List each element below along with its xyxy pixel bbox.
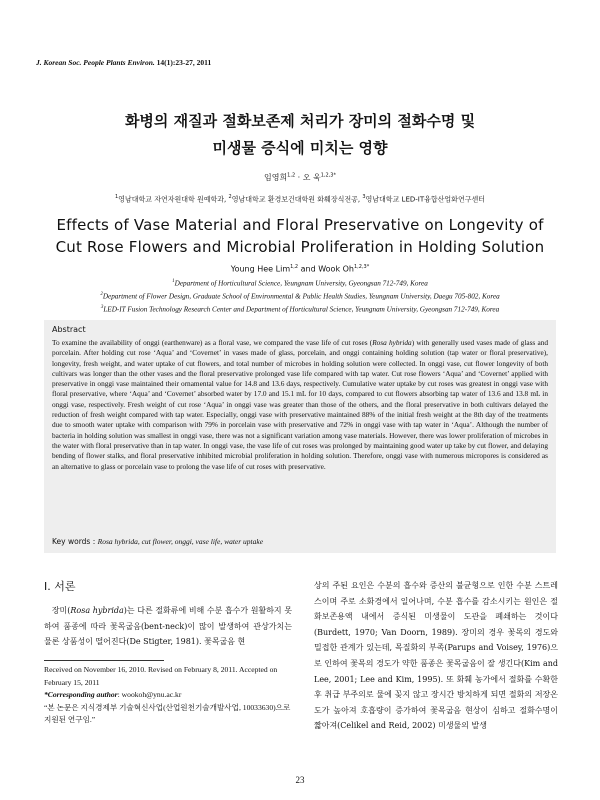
footnote-corresponding: [44, 689, 294, 702]
abstract-species: Rosa hybrida: [372, 338, 412, 347]
kr-affil-sup-3: 3: [362, 194, 366, 200]
en-affil-text-3: LED-IT Fusion Technology Research Center and Department of Horticultural Science, Yeungnam University, Gyeongsan 712-749, Korea: [103, 305, 500, 314]
english-author-and: and: [298, 264, 319, 274]
footnote-funding: “본 논문은 지식경제부 기술혁신사업(산업원천기술개발사업, 10033630)으로 지원된 연구임.”: [44, 702, 291, 725]
en-affil-sup-2: 2: [100, 292, 103, 297]
english-affiliation-3: [0, 305, 600, 313]
english-author-1-sup: 1,2: [290, 264, 299, 270]
korean-title-line-1: 화병의 재질과 절화보존제 처리가 장미의 절화수명 및: [124, 112, 476, 130]
kr-affil-sup-2: 2: [228, 194, 232, 200]
korean-author-separator: ·: [295, 173, 303, 182]
right-column-text: 상의 주된 요인은 수분의 흡수와 증산의 불균형으로 인한 수분 스트레스이며 주로 소화경에서 일어나며, 수분 흡수를 감소시키는 원인은 절화보존용액 내에서 증식된 미생물이 도관을 폐쇄하는 것이다(Burdett, 1970; Van Doorn, 1989). 장미의 경우 꽃목의 경도와 밀접한 관계가 있는데, 목질화의 부족(Parups and Voisey, 1976)으로 인하여 꽃목의 경도가 약한 품종은 꽃목굽음이 잘 생긴다(Kim and Lee, 2001; Lee and Kim, 1995). 또 화훼 농가에서 절화를 수확한 후 취급 부주의로 물에 꽂지 않고 장시간 방치하게 되면 절화의 저장온도가 높아져 호흡량이 증가하여 꽃목굽음 현상이 심하고 절화수명이 짧아져(Celikel and Reid, 2002) 미생물의 발생: [314, 581, 558, 731]
en-affil-sup-1: 1: [172, 279, 175, 284]
left-column-text: [44, 603, 292, 650]
section-heading-introduction: Ⅰ. 서론: [44, 580, 76, 593]
korean-affiliations: [0, 194, 600, 204]
kr-affil-3: 영남대학교 LED-IT융합산업화연구센터: [365, 195, 485, 204]
english-author-2: Wook Oh: [318, 264, 354, 274]
left-species: Rosa hybrida: [70, 606, 124, 615]
corresponding-label: *Corresponding author: [44, 690, 118, 700]
abstract-body: [52, 338, 548, 472]
corresponding-email: : wookoh@ynu.ac.kr: [117, 690, 182, 700]
english-affiliation-1: [0, 279, 600, 287]
footnote-divider: [44, 660, 164, 661]
english-author-1: Young Hee Lim: [230, 264, 291, 274]
korean-authors: [0, 172, 600, 183]
english-authors: [0, 264, 600, 274]
kr-affil-1: 영남대학교 자연자원대학 원예학과,: [118, 195, 229, 204]
footnotes: [44, 664, 294, 727]
abstract-text-2: ) with generally used vases made of glass and porcelain. After holding cut rose ‘Aqua’ and ‘Covernet’ in vases made of glass, porcelain, and onggi containing holding solution (tap water or floral preservative), longevity, fresh weight, and water uptake of cut flowers, and total number of microbes in holding solution were collected. In onggi vase, cut flower longevity of both cultivars was longer than the other vases and the floral preservative prolonged vase life compared with tap water. Cut rose flowers ‘Aqua’ and ‘Covernet’ applied with preservative in onggi vase maintained their ornamental value for 14.8 and 13.6 days, respectively. Cumulative water uptake by cut roses was greatest in onggi vase with floral preservative, where ‘Aqua’ and ‘Covernet’ absorbed water by 17.0 and 15.1 mL for 10 days, compared to cut flowers absorbing tap water of 13.6 and 13.8 mL in onggi vase, respectively. Fresh weight of cut rose ‘Aqua’ in onggi vase was greater than those of the others, and the floral preservative in both cultivars delayed the reduction of fresh weight compared with tap water. Especially, onggi vase with preservative maintained 88% of the initial fresh weight at the 8th day of the treatments due to smooth water uptake with comparison with 79% in porcelain vase with preservative and 72% in onggi vase with tap water in ‘Aqua’. Although the number of bacteria in holding solution was smallest in onggi vase, there was not a significant variation among vase materials. However, there was lower proliferation of microbes in the water with floral preservative than in tap water. In onggi vase, the vase life of cut roses was prolonged by maintaining good water up take by cut flower, and delaying bending of flower stalks, and floral preservative inhibited microbial proliferation in holding solution. Therefore, onggi vase with numerous micropores is considered as an alternative to glass or porcelain vase to prolong the vase life of cut roses with preservative.: [52, 338, 548, 471]
keywords-values: Rosa hybrida, cut flower, onggi, vase life, water uptake: [97, 537, 264, 546]
abstract-heading: Abstract: [52, 325, 86, 334]
keywords-label: Key words :: [52, 537, 98, 546]
english-title-line-1: Effects of Vase Material and Floral Preservative on Longevity of: [56, 216, 544, 234]
english-affiliation-2: [0, 292, 600, 300]
english-title-line-2: Cut Rose Flowers and Microbial Proliferation in Holding Solution: [55, 238, 545, 256]
abstract-box: [44, 320, 556, 553]
korean-author-2: 오 욱: [302, 173, 321, 182]
en-affil-text-2: Department of Flower Design, Graduate School of Environmental & Public Health Studies, Yeungnam University, Daegu 705-802, Korea: [102, 292, 500, 301]
korean-author-2-sup: 1,2,3*: [320, 172, 336, 179]
left-text-2: )는 다른 절화류에 비해 수분 흡수가 원활하지 못하여 품종에 따라 꽃목굽음(bent-neck)이 많이 발생하여 관상가치는 물론 상품성이 떨어진다(De Stigter, 1981). 꽃목굽음 현: [44, 606, 292, 646]
keywords: [52, 537, 263, 546]
kr-affil-sup-1: 1: [114, 194, 119, 200]
korean-author-1: 임영희: [263, 173, 288, 182]
english-author-2-sup: 1,2,3*: [354, 264, 370, 270]
abstract-text-1: To examine the availability of onggi (earthenware) as a floral vase, we compared the vase life of cut roses (: [52, 338, 373, 347]
korean-title-line-2: 미생물 증식에 미치는 영향: [212, 139, 388, 157]
journal-citation: [36, 58, 211, 67]
kr-affil-2: 영남대학교 환경보건대학원 화훼장식전공,: [231, 195, 363, 204]
left-text-1: 장미(: [51, 606, 71, 615]
journal-name: J. Korean Soc. People Plants Environ.: [36, 58, 155, 67]
en-affil-text-1: Department of Horticultural Science, Yeungnam University, Gyeongsan 712-749, Korea: [174, 279, 428, 288]
journal-volume: 14(1):23-27, 2011: [156, 58, 212, 67]
korean-author-1-sup: 1,2: [287, 172, 296, 179]
page-number: 23: [295, 775, 305, 785]
footnote-received: Received on November 16, 2010. Revised on February 8, 2011. Accepted on February 15, 2011: [44, 665, 278, 687]
en-affil-sup-3: 3: [100, 305, 104, 310]
